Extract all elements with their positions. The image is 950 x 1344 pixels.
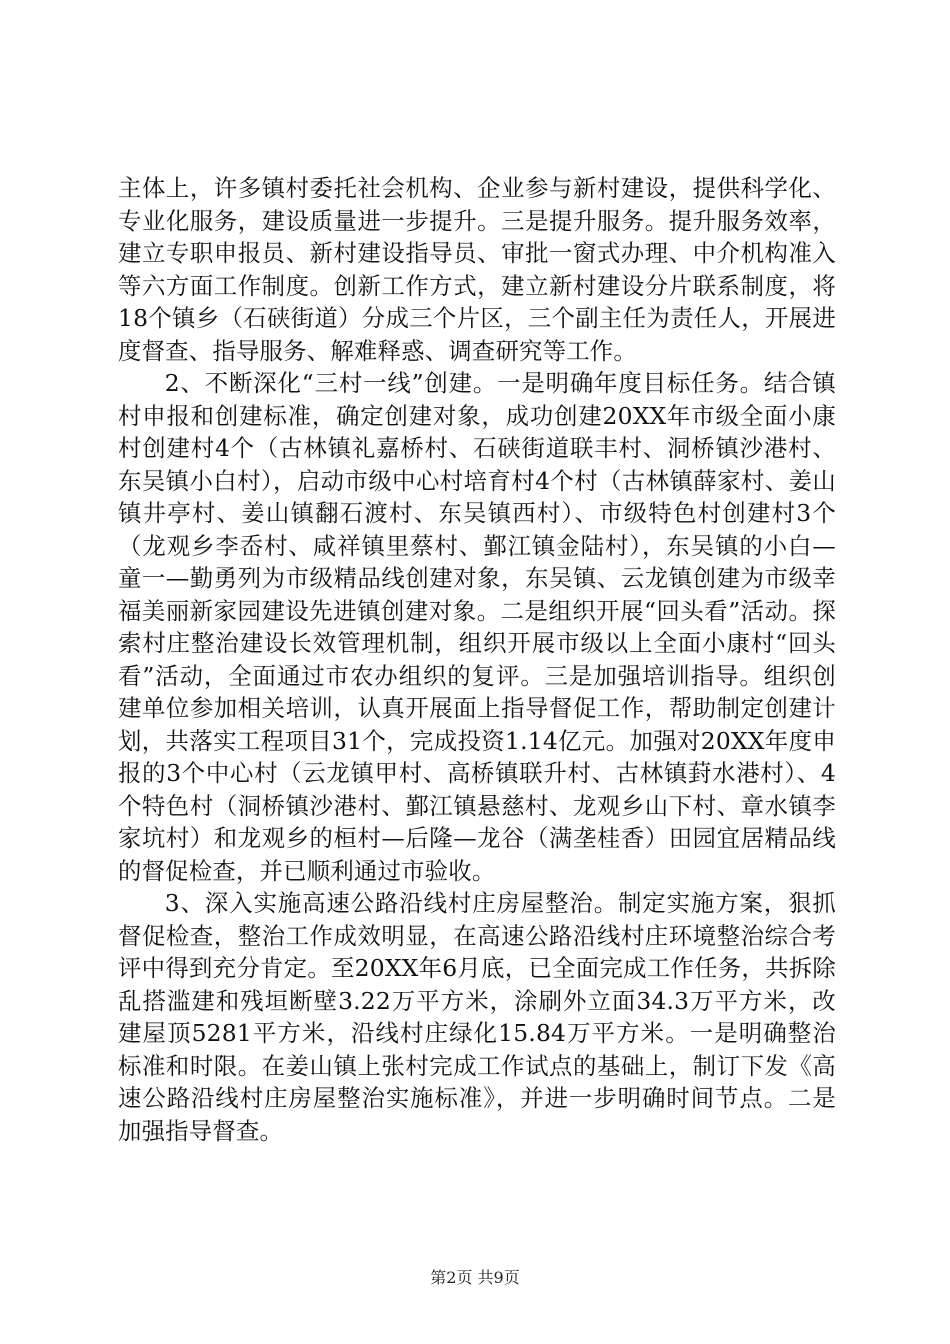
paragraph-3: 3、深入实施高速公路沿线村庄房屋整治。制定实施方案，狠抓督促检查，整治工作成效明显，在高速公路沿线村庄环境整治综合考评中得到充分肯定。至20XX年6月底，已全面完成工作任务，共拆除乱搭滥建和残垣断壁3.22万平方米，涂刷外立面34.3万平方米，改建屋顶5281平方米，沿线村庄绿化15.84万平方米。一是明确整治标准和时限。在姜山镇上张村完成工作试点的基础上，制订下发《高速公路沿线村庄房屋整治实施标准》，并进一步明确时间节点。二是加强指导督查。 — [118, 889, 836, 1145]
paragraph-1: 主体上，许多镇村委托社会机构、企业参与新村建设，提供科学化、专业化服务，建设质量进一步提升。三是提升服务。提升服务效率，建立专职申报员、新村建设指导员、审批一窗式办理、中介机构准入等六方面工作制度。创新工作方式，建立新村建设分片联系制度，将18个镇乡（石硖街道）分成三个片区，三个副主任为责任人，开展进度督查、指导服务、解难释惑、调查研究等工作。 — [118, 174, 836, 365]
paragraph-2: 2、不断深化“三村一线”创建。一是明确年度目标任务。结合镇村申报和创建标准，确定创建对象，成功创建20XX年市级全面小康村创建村4个（古林镇礼嘉桥村、石硖街道联丰村、洞桥镇沙港村、东吴镇小白村），启动市级中心村培育村4个村（古林镇薛家村、姜山镇井亭村、姜山镇翻石渡村、东吴镇西村）、市级特色村创建村3个（龙观乡李岙村、咸祥镇里蔡村、鄞江镇金陆村），东吴镇的小白—童一—勤勇列为市级精品线创建对象，东吴镇、云龙镇创建为市级幸福美丽新家园建设先进镇创建对象。二是组织开展“回头看”活动。探索村庄整治建设长效管理机制，组织开展市级以上全面小康村“回头看”活动，全面通过市农办组织的复评。三是加强培训指导。组织创建单位参加相关培训，认真开展面上指导督促工作，帮助制定创建计划，共落实工程项目31个，完成投资1.14亿元。加强对20XX年度申报的3个中心村（云龙镇甲村、高桥镇联升村、古林镇葑水港村）、4个特色村（洞桥镇沙港村、鄞江镇悬慈村、龙观乡山下村、章水镇李家坑村）和龙观乡的桓村—后隆—龙谷（满垄桂香）田园宜居精品线的督促检查，并已顺利通过市验收。 — [118, 369, 836, 885]
body-text — [118, 172, 836, 1147]
page-footer: 第2页 共9页 — [430, 1268, 520, 1287]
